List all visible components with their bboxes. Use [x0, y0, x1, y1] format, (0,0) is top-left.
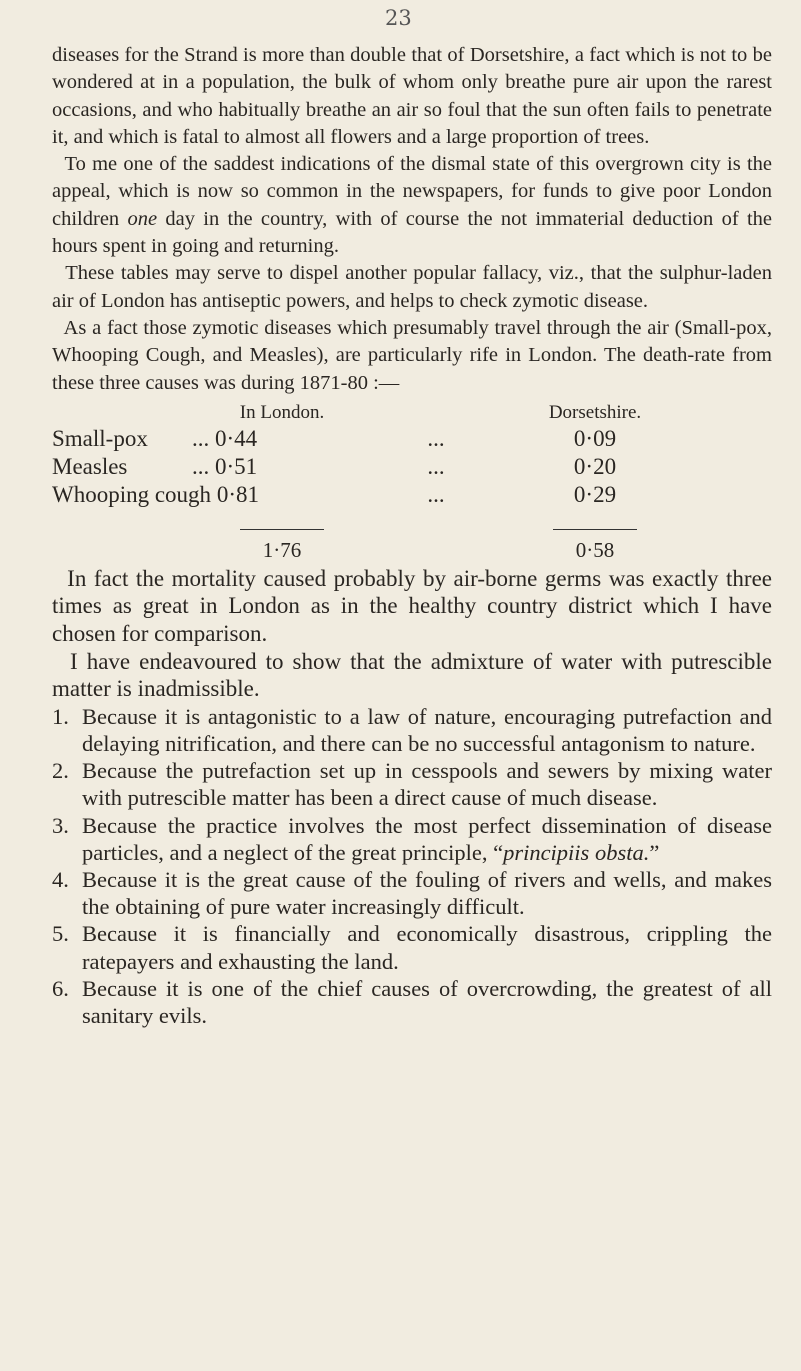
london-rate [192, 425, 342, 453]
paragraph-zymotic-diseases [52, 315, 772, 397]
item-text-tail: ” [649, 839, 660, 865]
dorset-rate: 0·09 [573, 425, 617, 451]
header-london: In London. [239, 401, 325, 423]
leader-dots: ... [192, 453, 210, 479]
item-text: Because it is the great cause of the fouling of rivers and wells, and makes the obtaining of pure water increasingly difficult. [82, 867, 772, 920]
item-number: 3. [52, 812, 69, 838]
disease-name: Measles [52, 453, 128, 479]
table-row [52, 453, 660, 481]
leader-dots: ... [427, 481, 445, 507]
list-item [52, 703, 772, 757]
item-text: Because it is financially and economically disastrous, crippling the ratepayers and exhausting the land. [82, 921, 772, 974]
item-number: 4. [52, 867, 69, 893]
london-total: 1·76 [262, 538, 302, 563]
disease-and-rate [52, 481, 342, 509]
paragraph-admixture [52, 648, 772, 703]
item-text: Because the practice involves the most perfect dissemination of disease particles, and a neglect of the great principle, “ [82, 812, 772, 865]
item-number: 1. [52, 703, 69, 729]
page-number: 23 [385, 6, 412, 30]
london-rate [192, 453, 342, 481]
text-run: In fact the mortality caused probably by air-borne germs was exactly three times as great in London as in the healthy country district which I have chosen for comparison. [52, 565, 772, 647]
table-header-row [52, 401, 660, 425]
page-body [52, 42, 772, 1029]
list-item [52, 975, 772, 1029]
leader-dots: ... [192, 425, 210, 451]
item-text: Because it is one of the chief causes of overcrowding, the greatest of all sanitary evils. [82, 975, 772, 1029]
dorset-rate: 0·29 [573, 481, 617, 507]
item-text: Because the putrefaction set up in cesspools and sewers by mixing water with putrescible matter has been a direct cause of much disease. [82, 758, 772, 811]
totals-row [52, 537, 660, 565]
text-run: I have endeavoured to show that the admixture of water with putrescible matter is inadmissible. [52, 648, 773, 702]
list-item [52, 757, 772, 811]
list-item [52, 920, 772, 974]
death-rate-table [52, 401, 660, 565]
leader-dots: ... [427, 453, 445, 479]
item-number: 6. [52, 975, 69, 1001]
dorset-total: 0·58 [575, 538, 615, 563]
list-item [52, 866, 772, 920]
dorset-rate: 0·20 [573, 453, 617, 479]
total-rule [553, 529, 637, 530]
text-run: To me one of the saddest indications of the dismal state of this overgrown city is the appeal, which is now so common in the newspapers, for funds to give poor London children [52, 153, 772, 230]
text-run: day in the country, with of course the not immaterial deduction of the hours spent in going and returning. [52, 207, 772, 258]
paragraph-air-borne-germs [52, 565, 772, 648]
disease-name: Whooping cough [52, 481, 212, 507]
emphasis-one: one [127, 207, 158, 230]
leader-dots: ... [427, 425, 445, 451]
text-run: As a fact those zymotic diseases which presumably travel through the air (Small-pox, Whooping Cough, and Measles), are particularly rife in London. The death-rate from these three causes was during 1871-80 :— [52, 316, 772, 394]
item-text: Because it is antagonistic to a law of nature, encouraging putrefaction and delaying nitrification, and there can be no successful antagonism to nature. [82, 703, 772, 757]
list-item [52, 812, 772, 866]
disease-name: Small-pox [52, 425, 148, 451]
text-run: These tables may serve to dispel another popular fallacy, viz., that the sulphur-laden air of London has antiseptic powers, and helps to check zymotic disease. [52, 262, 772, 312]
item-number: 2. [52, 758, 69, 784]
total-rule-row [52, 509, 660, 537]
table-row [52, 481, 660, 509]
item-number: 5. [52, 921, 69, 947]
reasons-list [52, 703, 772, 1029]
london-value: 0·51 [215, 453, 258, 479]
total-rule [240, 529, 324, 530]
paragraph-antiseptic-fallacy [52, 260, 772, 315]
latin-phrase: principiis obsta. [503, 839, 650, 865]
paragraph-strand-diseases: diseases for the Strand is more than double that of Dorsetshire, a fact which is not to be wondered at in a population, the bulk of whom only breathe pure air upon the rarest occasions, and who habitually breathe an air so foul that the sun often fails to penetrate it, and which is fatal to almost all flowers and a large proportion of trees. [52, 44, 772, 148]
header-dorsetshire: Dorsetshire. [548, 401, 642, 423]
paragraph-london-children [52, 151, 772, 260]
london-value: 0·81 [216, 481, 259, 507]
london-value: 0·44 [215, 425, 258, 451]
table-row [52, 425, 660, 453]
